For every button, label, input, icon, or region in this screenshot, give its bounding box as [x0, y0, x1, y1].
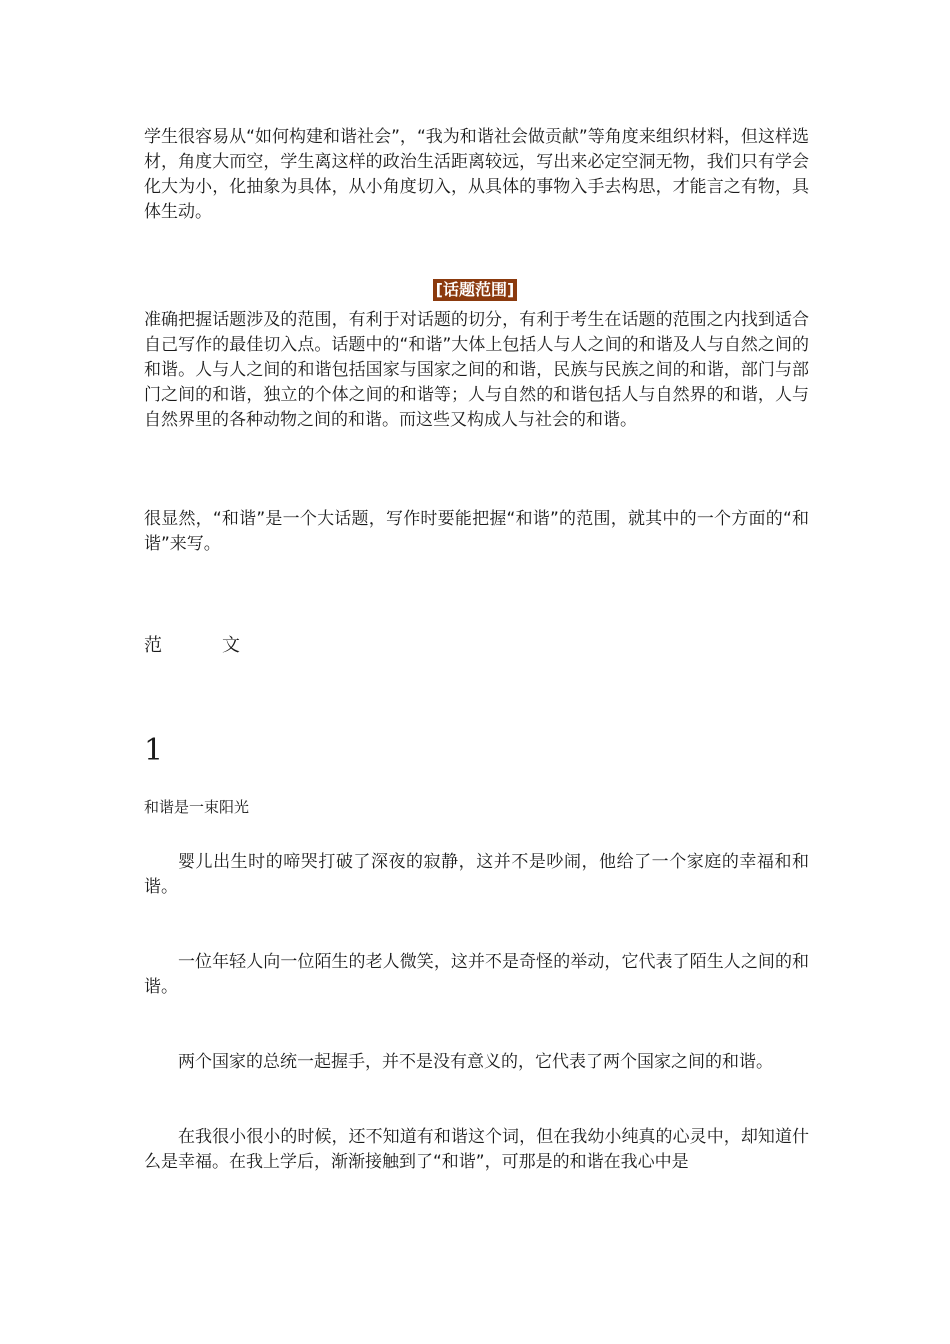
sample-paragraph: 在我很小很小的时候，还不知道有和谐这个词，但在我幼小纯真的心灵中，却知道什么是幸福。在我上学后，渐渐接触到了“和谐”，可那是的和谐在我心中是 — [144, 1127, 809, 1172]
sample-paragraph-block-2 — [144, 950, 809, 1000]
topic-scope-heading-wrap — [0, 279, 950, 301]
sample-paragraph: 婴儿出生时的啼哭打破了深夜的寂静，这并不是吵闹，他给了一个家庭的幸福和和谐。 — [144, 852, 809, 897]
intro-section — [144, 125, 809, 225]
sample-paragraph-block-3 — [144, 1050, 809, 1075]
sample-paragraph-block-4 — [144, 1125, 809, 1175]
sample-paragraph: 一位年轻人向一位陌生的老人微笑，这并不是奇怪的举动，它代表了陌生人之间的和谐。 — [144, 952, 809, 997]
sample-number: 1 — [144, 733, 164, 768]
sample-title: 和谐是一束阳光 — [144, 798, 250, 816]
conclusion-section — [144, 507, 809, 557]
conclusion-paragraph: 很显然，“和谐”是一个大话题，写作时要能把握“和谐”的范围，就其中的一个方面的“和谐”来写。 — [144, 509, 809, 554]
topic-scope-section — [144, 308, 809, 433]
topic-scope-heading: [话题范围] — [433, 279, 518, 301]
sample-label-right: 文 — [222, 635, 240, 656]
topic-scope-paragraph: 准确把握话题涉及的范围，有利于对话题的切分，有利于考生在话题的范围之内找到适合自己写作的最佳切入点。话题中的“和谐”大体上包括人与人之间的和谐及人与自然之间的和谐。人与人之间的和谐包括国家与国家之间的和谐，民族与民族之间的和谐，部门与部门之间的和谐，独立的个体之间的和谐等；人与自然的和谐包括人与自然界的和谐，人与自然界里的各种动物之间的和谐。而这些又构成人与社会的和谐。 — [144, 310, 809, 430]
sample-essay-label — [144, 634, 240, 658]
sample-label-left: 范 — [144, 635, 162, 656]
sample-paragraph-block-1 — [144, 850, 809, 900]
intro-paragraph: 学生很容易从“如何构建和谐社会”，“我为和谐社会做贡献”等角度来组织材料，但这样选材，角度大而空，学生离这样的政治生活距离较远，写出来必定空洞无物，我们只有学会化大为小，化抽象为具体，从小角度切入，从具体的事物入手去构思，才能言之有物，具体生动。 — [144, 127, 809, 222]
sample-paragraph: 两个国家的总统一起握手，并不是没有意义的，它代表了两个国家之间的和谐。 — [178, 1052, 773, 1072]
